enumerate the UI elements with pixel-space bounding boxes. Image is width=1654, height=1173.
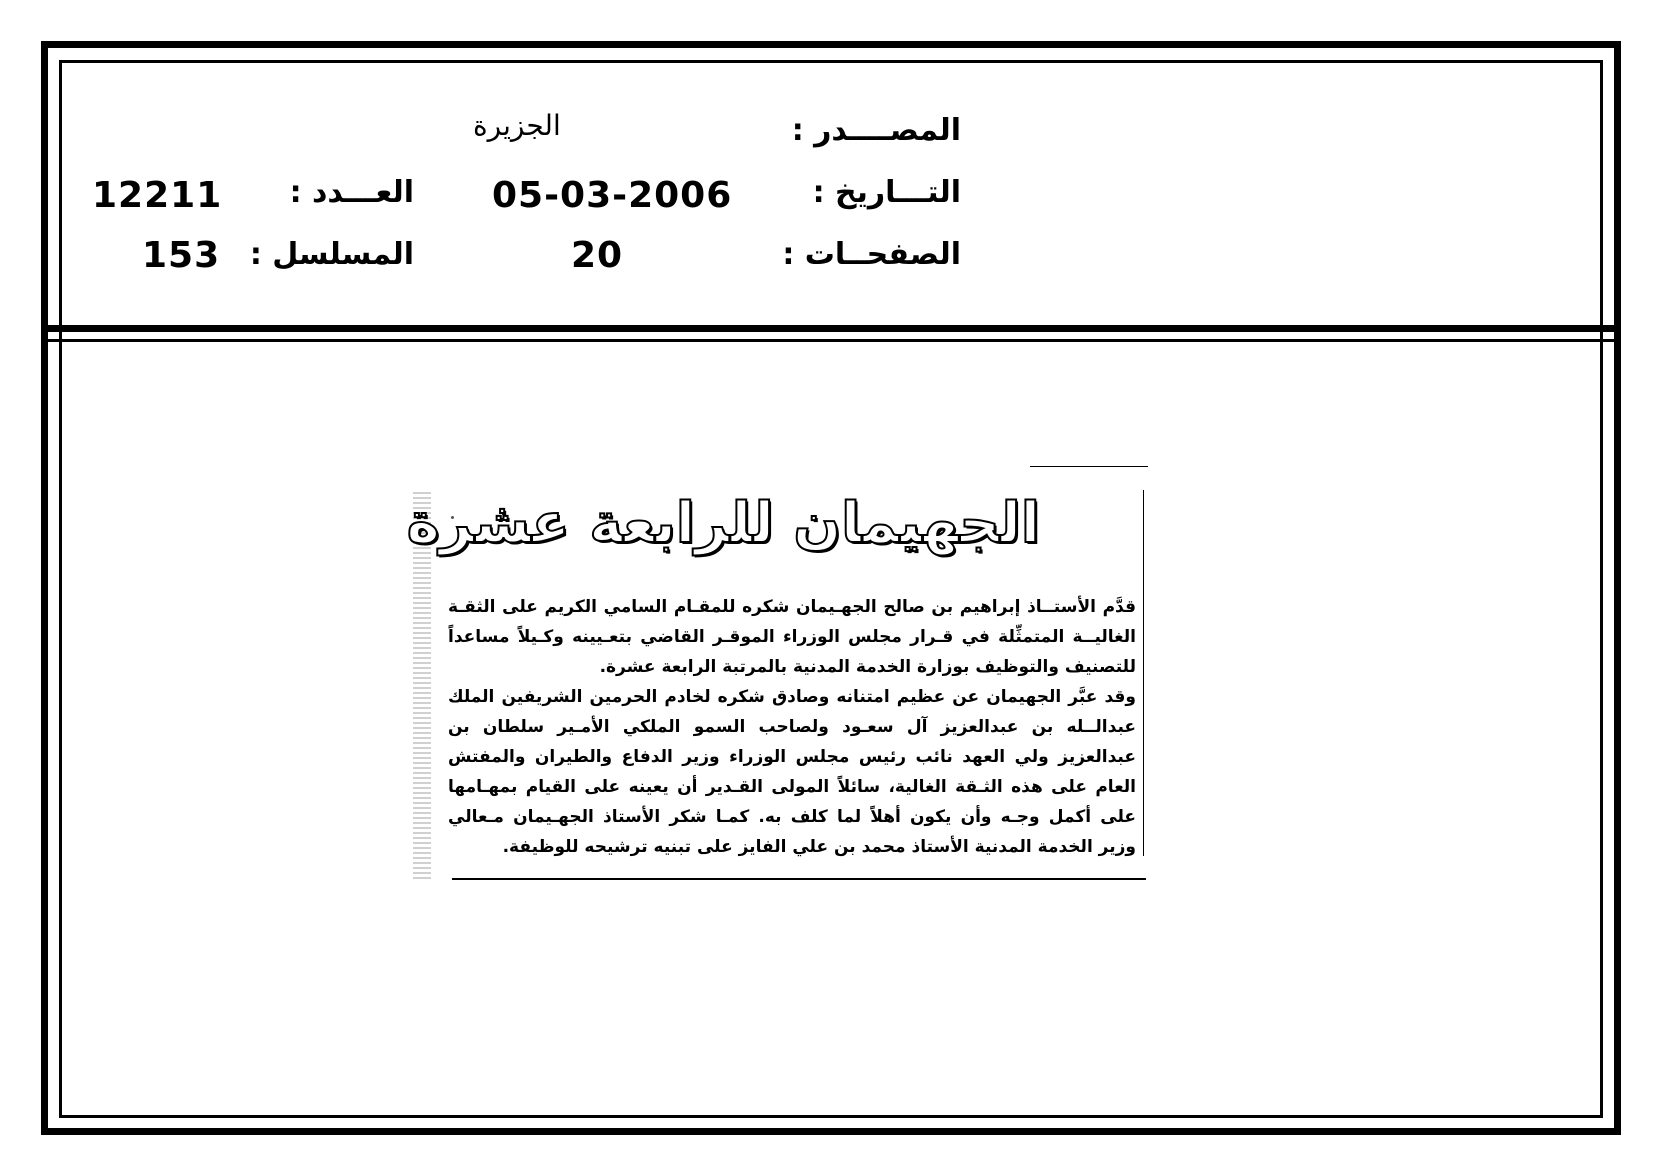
serial-label: المسلسل :	[249, 237, 414, 272]
pages-value: 20	[571, 235, 624, 276]
date-label: التـــاريخ :	[812, 175, 961, 210]
clipping-bottom-rule	[452, 878, 1146, 880]
header-divider-thin	[41, 339, 1621, 342]
inner-frame	[59, 60, 1603, 1118]
article-body	[448, 592, 1136, 862]
article-paragraph: وقد عبَّر الجهيمان عن عظيم امتنانه وصادق شكره لخادم الحرمين الشريفين الملك عبدالــله بن عبدالعزيز آل سعـود ولصاحب السمو الملكي الأمـير سلطان بن عبدالعزيز ولي العهد نائب رئيس مجلس الوزراء وزير الدفاع والطيران والمفتش العام على هذه الثـقة الغالية، سائلاً المولى القـدير أن يعينه على القيام بمهـامها على أكمل وجـه وأن يكون أهلاً لما كلف به. كمـا شكر الأستاذ الجهـيمان مـعالي وزير الخدمة المدنية الأستاذ محمد بن علي الفايز على تبنيه ترشيحه للوظيفة.	[448, 687, 1136, 857]
article-paragraph: قدَّم الأستــاذ إبراهيم بن صالح الجهـيمان شكره للمقـام السامي الكريم على الثقـة الغاليــة المتمثِّلة في قـرار مجلس الوزراء الموقـر القاضي بتعـيينه وكـيلاً مساعداً للتصنيف والتوظيف بوزارة الخدمة المدنية بالمرتبة الرابعة عشرة.	[448, 597, 1136, 677]
serial-value: 153	[142, 235, 221, 276]
clipping-side-rule	[1143, 490, 1144, 856]
issue-value: 12211	[92, 175, 223, 216]
header-divider-thick	[41, 325, 1621, 332]
clipping-top-rule	[1030, 466, 1148, 467]
source-value: الجزيرة	[473, 109, 561, 142]
issue-label: العـــدد :	[289, 175, 414, 210]
article-headline: الجهيمان للرابعة عشرة	[406, 491, 1040, 556]
date-value: 05-03-2006	[492, 175, 733, 216]
source-label: المصــــدر :	[791, 113, 961, 148]
pages-label: الصفحــات :	[782, 237, 961, 272]
